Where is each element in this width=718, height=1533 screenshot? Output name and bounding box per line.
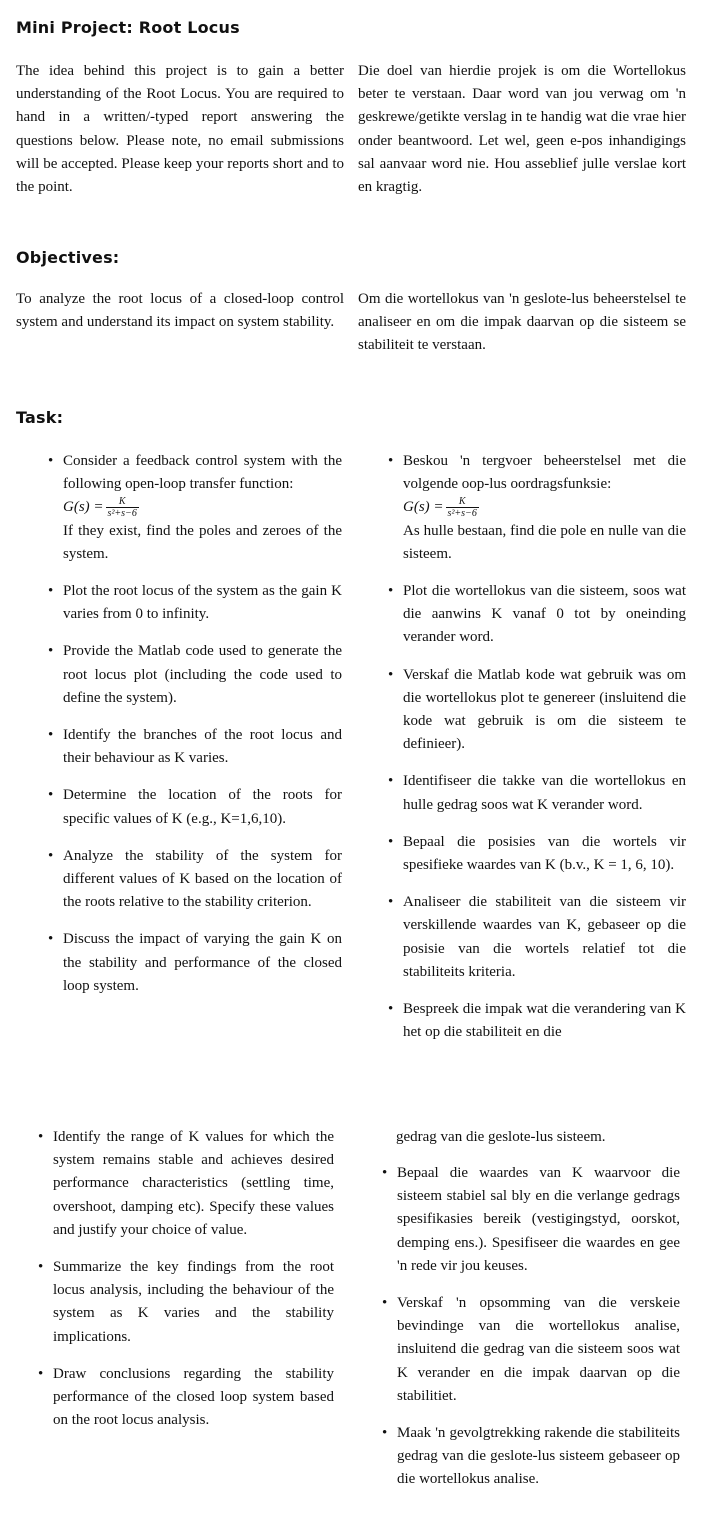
task-english-lower: [38, 1126, 334, 1432]
intro-afrikaans: [358, 60, 686, 199]
equation-fraction: [446, 496, 479, 519]
equation-numerator: K: [106, 496, 139, 508]
task-item: • Bepaal die waardes van K waarvoor die sisteem stabiel sal bly en die verlange gedrags spesifikasies bereik (vestigingstyd, oorskot, demping ens.). Spesifiseer die waardes en gee 'n rede vir jou keuses.: [382, 1162, 680, 1278]
task-item: • Analyze the stability of the system for different values of K based on the location of the roots relative to the stability criterion.: [48, 845, 342, 915]
task-item: • Maak 'n gevolgtrekking rakende die stabiliteits gedrag van die geslote-lus sisteem gebaseer op die wortellokus analise.: [382, 1422, 680, 1492]
objectives-afrikaans: [358, 288, 686, 358]
task-item: • Identifiseer die takke van die wortellokus en hulle gedrag soos wat K verander word.: [388, 770, 686, 816]
task-afrikaans-upper: [388, 450, 686, 1044]
task-item: • Verskaf 'n opsomming van die verskeie bevindinge van die wortellokus analise, insluitend die gedrag van die sisteem soos wat K verander en die impak daarvan op die stabilitiet.: [382, 1292, 680, 1408]
task-item-text: If they exist, find the poles and zeroes of the system.: [63, 522, 342, 562]
equation-denominator: s²+s−6: [447, 508, 477, 520]
task-item: • Plot die wortellokus van die sisteem, soos wat die aanwins K vanaf 0 tot by oneinding verander word.: [388, 580, 686, 650]
task-item: • Summarize the key findings from the root locus analysis, including the behaviour of the system as K varies and the stability implications.: [38, 1256, 334, 1349]
task-afrikaans-continuation: gedrag van die geslote-lus sisteem.: [396, 1129, 606, 1145]
task-item: • Determine the location of the roots for specific values of K (e.g., K=1,6,10).: [48, 784, 342, 830]
task-item: • Provide the Matlab code used to generate the root locus plot (including the code used to define the system).: [48, 640, 342, 710]
objectives-heading: Objectives:: [16, 248, 120, 267]
task-item: • Plot the root locus of the system as the gain K varies from 0 to infinity.: [48, 580, 342, 626]
task-item: • Identify the branches of the root locus and their behaviour as K varies.: [48, 724, 342, 770]
task-item-text: Consider a feedback control system with the following open-loop transfer function:: [63, 453, 342, 493]
task-item: [388, 450, 686, 566]
task-item: [48, 450, 342, 566]
task-english-list: [48, 450, 342, 998]
objectives-english: [16, 288, 344, 334]
task-item: • Bespreek die impak wat die verandering van K het op die stabiliteit en die: [388, 998, 686, 1044]
task-item: • Identify the range of K values for which the system remains stable and achieves desired performance characteristics (settling time, overshoot, damping etc). Specify these values and justify your choice of value.: [38, 1126, 334, 1242]
intro-afrikaans-text: Die doel van hierdie projek is om die Wortellokus beter te verstaan. Daar word van jou verwag om 'n geskrewe/getikte verslag in te handig wat die vrae hier onder beantwoord. Let wel, geen e-pos inhandigings sal aanvaar word nie. Hou asseblief julle verslae kort en kragtig.: [358, 63, 686, 196]
intro-english: [16, 60, 344, 199]
transfer-function-equation: [63, 496, 139, 520]
task-english-list-continued: [38, 1126, 334, 1432]
document-title: Mini Project: Root Locus: [16, 18, 240, 37]
equation-lhs: G(s) =: [403, 499, 444, 516]
task-item: • Analiseer die stabiliteit van die sisteem vir verskillende waardes van K, gebaseer op die posisie van die wortels relatief tot die stabiliteits kriteria.: [388, 891, 686, 984]
task-item-text: As hulle bestaan, find die pole en nulle van die sisteem.: [403, 522, 686, 562]
objectives-afrikaans-text: Om die wortellokus van 'n geslote-lus beheerstelsel te analiseer en om die impak daarvan op die sisteem se stabiliteit te verstaan.: [358, 291, 686, 354]
transfer-function-equation: [403, 496, 479, 520]
intro-english-text: The idea behind this project is to gain a better understanding of the Root Locus. You are required to hand in a written/-typed report answering the questions below. Please note, no email submissions will be accepted. Please keep your reports short and to the point.: [16, 63, 344, 196]
task-afrikaans-list-continued: [382, 1162, 680, 1492]
task-item: • Draw conclusions regarding the stability performance of the closed loop system based on the root locus analysis.: [38, 1363, 334, 1433]
task-item-text: Beskou 'n tergvoer beheerstelsel met die volgende oop-lus oordragsfunksie:: [403, 453, 686, 493]
equation-fraction: [106, 496, 139, 519]
task-afrikaans-list: [388, 450, 686, 1044]
task-item: • Bepaal die posisies van die wortels vir spesifieke waardes van K (b.v., K = 1, 6, 10).: [388, 831, 686, 877]
task-heading: Task:: [16, 408, 64, 427]
task-english-upper: [48, 450, 342, 998]
objectives-english-text: To analyze the root locus of a closed-loop control system and understand its impact on system stability.: [16, 291, 344, 331]
equation-denominator: s²+s−6: [107, 508, 137, 520]
task-item: • Verskaf die Matlab kode wat gebruik was om die wortellokus plot te genereer (insluitend die kode wat gebruik is om die sisteem te definieer).: [388, 664, 686, 757]
task-item: • Discuss the impact of varying the gain K on the stability and performance of the closed loop system.: [48, 928, 342, 998]
task-afrikaans-lower: [382, 1162, 680, 1492]
equation-numerator: K: [446, 496, 479, 508]
equation-lhs: G(s) =: [63, 499, 104, 516]
